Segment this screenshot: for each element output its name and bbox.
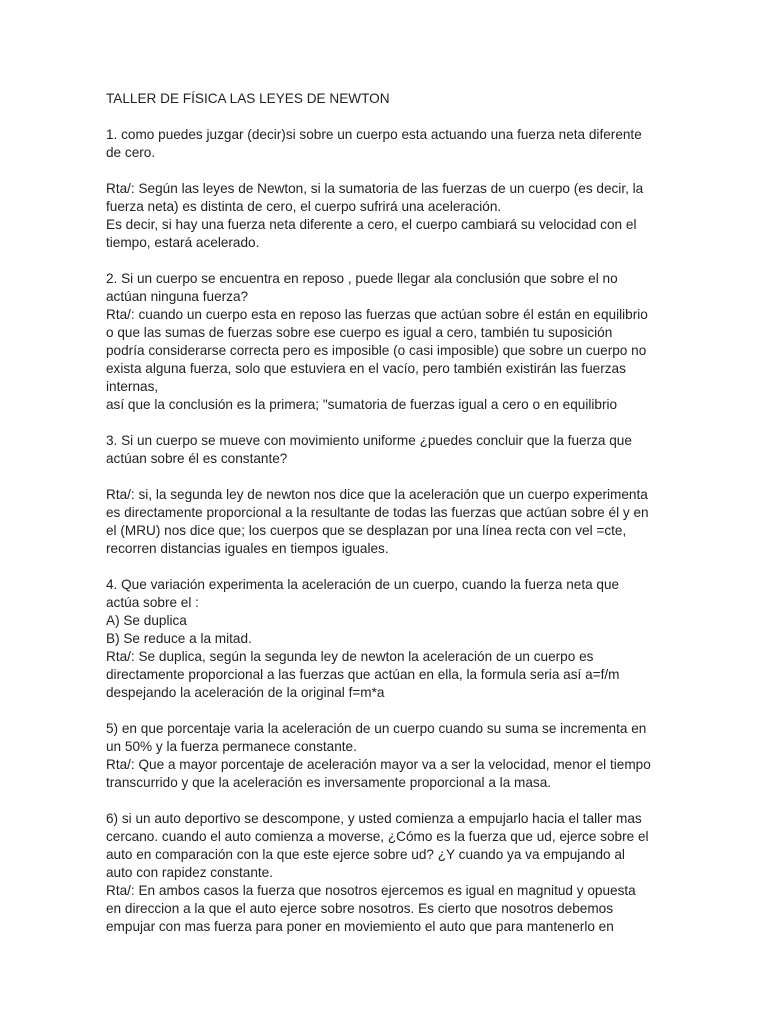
text-line: es directamente proporcional a la resultante de todas las fuerzas que actúan sobre él y en [106, 505, 649, 520]
text-line: A) Se duplica [106, 613, 187, 628]
text-line: 3. Si un cuerpo se mueve con movimiento uniforme ¿puedes concluir que la fuerza que [106, 433, 632, 448]
text-line: el (MRU) nos dice que; los cuerpos que se desplazan por una línea recta con vel =cte, [106, 523, 627, 538]
text-line: actúan sobre él es constante? [106, 451, 288, 466]
text-line: Rta/: Según las leyes de Newton, si la sumatoria de las fuerzas de un cuerpo (es decir, la [106, 181, 644, 196]
paragraph-block [106, 576, 666, 702]
text-line: auto en comparación con la que este ejerce sobre ud? ¿Y cuando ya va empujando al [106, 847, 625, 862]
text-line: 4. Que variación experimenta la aceleración de un cuerpo, cuando la fuerza neta que [106, 577, 620, 592]
paragraph-block [106, 432, 666, 468]
text-line: así que la conclusión es la primera; "sumatoria de fuerzas igual a cero o en equilibrio [106, 397, 618, 412]
text-line: o que las sumas de fuerzas sobre ese cuerpo es igual a cero, también tu suposición [106, 325, 613, 340]
text-line: en direccion a la que el auto ejerce sobre nosotros. Es cierto que nosotros debemos [106, 901, 614, 916]
paragraph-block [106, 126, 666, 162]
text-line: de cero. [106, 145, 156, 160]
text-line: podría considerarse correcta pero es imposible (o casi imposible) que sobre un cuerpo no [106, 343, 647, 358]
document-title: TALLER DE FÍSICA LAS LEYES DE NEWTON [106, 91, 390, 106]
text-line: Rta/: Se duplica, según la segunda ley de newton la aceleración de un cuerpo es [106, 649, 594, 664]
document-paragraphs [106, 126, 666, 936]
text-line: exista alguna fuerza, solo que estuviera en el vacío, pero también existirán las fuerzas [106, 361, 626, 376]
text-line: 5) en que porcentaje varia la aceleración de un cuerpo cuando su suma se incrementa en [106, 721, 647, 736]
text-line: 6) si un auto deportivo se descompone, y usted comienza a empujarlo hacia el taller mas [106, 811, 642, 826]
paragraph-block [106, 810, 666, 936]
text-line: B) Se reduce a la mitad. [106, 631, 252, 646]
text-line: transcurrido y que la aceleración es inversamente proporcional a la masa. [106, 775, 552, 790]
paragraph-block [106, 270, 666, 414]
text-line: actúan ninguna fuerza? [106, 289, 249, 304]
text-line: un 50% y la fuerza permanece constante. [106, 739, 357, 754]
paragraph-block [106, 486, 666, 558]
text-line: tiempo, estará acelerado. [106, 235, 260, 250]
text-line: Rta/: cuando un cuerpo esta en reposo las fuerzas que actúan sobre él están en equilibrio [106, 307, 648, 322]
document-body [106, 90, 666, 954]
text-line: empujar con mas fuerza para poner en moviemiento el auto que para mantenerlo en [106, 919, 614, 934]
text-line: internas, [106, 379, 159, 394]
text-line: Rta/: En ambos casos la fuerza que nosotros ejercemos es igual en magnitud y opuesta [106, 883, 636, 898]
text-line: 2. Si un cuerpo se encuentra en reposo , puede llegar ala conclusión que sobre el no [106, 271, 618, 286]
text-line: auto con rapidez constante. [106, 865, 274, 880]
text-line: Rta/: Que a mayor porcentaje de aceleración mayor va a ser la velocidad, menor el tiempo [106, 757, 651, 772]
text-line: actúa sobre el : [106, 595, 199, 610]
text-line: directamente proporcional a las fuerzas que actúan en ella, la formula seria así a=f/m [106, 667, 620, 682]
text-line: Es decir, si hay una fuerza neta diferente a cero, el cuerpo cambiará su velocidad con el [106, 217, 637, 232]
text-line: despejando la aceleración de la original f=m*a [106, 685, 385, 700]
text-line: 1. como puedes juzgar (decir)si sobre un cuerpo esta actuando una fuerza neta diferente [106, 127, 642, 142]
text-line: fuerza neta) es distinta de cero, el cuerpo sufrirá una aceleración. [106, 199, 502, 214]
paragraph-block [106, 720, 666, 792]
text-line: cercano. cuando el auto comienza a moverse, ¿Cómo es la fuerza que ud, ejerce sobre el [106, 829, 649, 844]
text-line: Rta/: si, la segunda ley de newton nos dice que la aceleración que un cuerpo experimenta [106, 487, 648, 502]
paragraph-block [106, 180, 666, 252]
text-line: recorren distancias iguales en tiempos iguales. [106, 541, 389, 556]
